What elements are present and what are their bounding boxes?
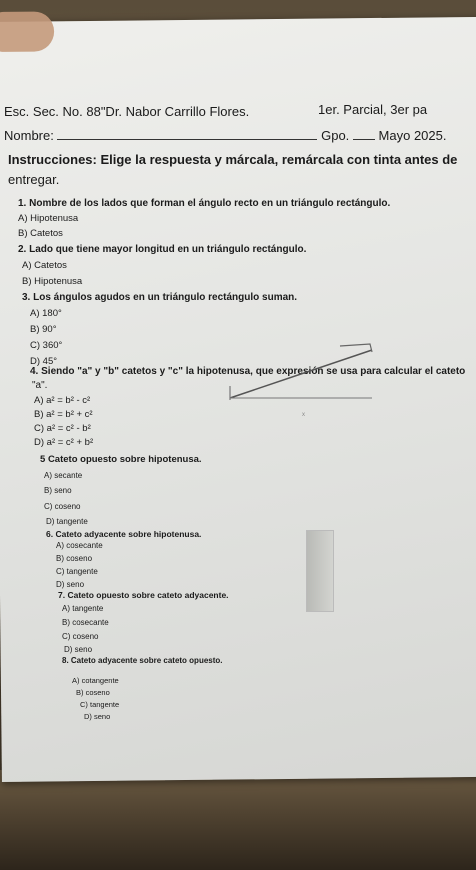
q4-option-b[interactable]: B) a² = b² + c² [34,409,93,420]
q4-option-a[interactable]: A) a² = b² - c² [34,395,91,406]
q6-option-d[interactable]: D) seno [56,580,85,589]
q6-option-b[interactable]: B) coseno [56,554,93,563]
q7-option-c[interactable]: C) coseno [62,632,99,641]
school-name: Esc. Sec. No. 88"Dr. Nabor Carrillo Flores. [4,104,250,119]
q2-option-b[interactable]: B) Hipotenusa [22,276,83,287]
diagram-label: x [302,412,305,418]
q4-option-d[interactable]: D) a² = c² + b² [34,437,94,448]
q8-option-d[interactable]: D) seno [84,712,111,721]
q2-option-a[interactable]: A) Catetos [22,260,67,271]
right-angle-mark [340,344,372,352]
q3-option-a[interactable]: A) 180° [30,308,62,319]
right-triangle-diagram [222,338,382,433]
question-4: 4. Siendo "a" y "b" catetos y "c" la hipotenusa, que expresión se usa para calcular el cateto [30,366,466,377]
question-3: 3. Los ángulos agudos en un triángulo rectángulo suman. [22,292,298,303]
bleed-through-image [306,530,334,612]
q7-option-d[interactable]: D) seno [64,645,93,654]
hypotenuse-line [230,350,372,398]
q3-option-c[interactable]: C) 360° [30,340,63,351]
q7-option-b[interactable]: B) cosecante [62,618,109,627]
q8-option-c[interactable]: C) tangente [80,700,120,709]
q1-option-b[interactable]: B) Catetos [18,228,63,239]
question-4-line2: "a". [32,380,48,391]
q6-option-a[interactable]: A) cosecante [56,541,103,550]
q5-option-d[interactable]: D) tangente [46,517,88,526]
exam-period: 1er. Parcial, 3er pa [318,102,428,117]
question-7: 7. Cateto opuesto sobre cateto adyacente. [58,590,229,600]
background-surface [0,770,476,870]
question-2: 2. Lado que tiene mayor longitud en un triángulo rectángulo. [18,244,307,255]
group-field[interactable] [353,129,375,140]
q1-option-a[interactable]: A) Hipotenusa [18,213,79,224]
q3-option-d[interactable]: D) 45° [30,356,58,367]
instructions-line2: entregar. [8,172,60,187]
q3-option-b[interactable]: B) 90° [30,324,57,335]
name-row [4,128,446,143]
q5-option-b[interactable]: B) seno [44,486,72,495]
question-5: 5 Cateto opuesto sobre hipotenusa. [40,454,202,465]
question-1: 1. Nombre de los lados que forman el ángulo recto en un triángulo rectángulo. [18,198,391,209]
instructions-line1: Instrucciones: Elige la respuesta y márcala, remárcala con tinta antes de [8,152,458,167]
q7-option-a[interactable]: A) tangente [62,604,104,613]
finger-holding-paper [0,11,54,52]
group-label: Gpo. [321,128,350,143]
exam-date: Mayo 2025. [378,128,447,143]
q6-option-c[interactable]: C) tangente [56,567,98,576]
q4-option-c[interactable]: C) a² = c² - b² [34,423,91,434]
name-field[interactable] [57,129,317,140]
name-label: Nombre: [4,128,54,143]
question-6: 6. Cateto adyacente sobre hipotenusa. [46,529,202,539]
q5-option-a[interactable]: A) secante [44,471,83,480]
question-8: 8. Cateto adyacente sobre cateto opuesto. [62,656,223,665]
q8-option-b[interactable]: B) coseno [76,688,110,697]
q5-option-c[interactable]: C) coseno [44,502,81,511]
q8-option-a[interactable]: A) cotangente [72,676,119,685]
